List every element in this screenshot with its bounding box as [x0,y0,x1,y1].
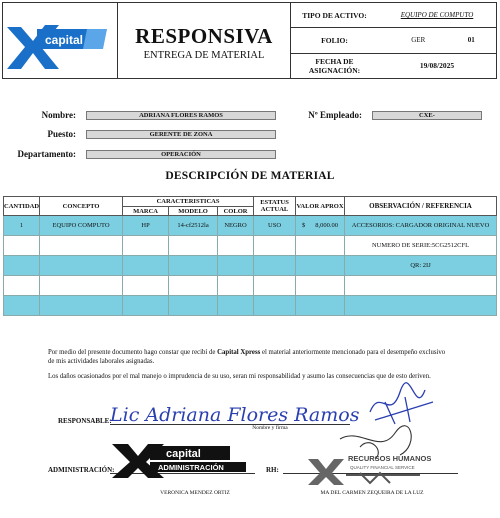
table-row [4,276,497,296]
tipo-value: EQUIPO DE COMPUTO [400,11,474,20]
cell-marca: HP [123,216,169,236]
header-observacion: OBSERVACIÓN / REFERENCIA [345,197,497,216]
rh-stamp [300,425,450,487]
empleado-field: CXE- [372,111,482,120]
header-cantidad: CANTIDAD [4,197,40,216]
nombre-row [0,110,482,120]
table-row [4,256,497,276]
declaration-paragraph [48,348,448,366]
company-name: Capital Xpress [217,349,261,356]
valor-amount: 8,000.00 [315,222,339,229]
header-color: COLOR [218,207,254,216]
admin-name: VERONICA MENDEZ ORTIZ [160,490,230,496]
cell-observacion: NUMERO DE SERIE:5CG2512CFL [345,236,497,256]
material-table [3,196,497,316]
puesto-row [0,129,276,139]
folio-label: FOLIO: [321,35,348,45]
cell-estatus: USO [254,216,296,236]
stamp-rh-text: RECURSOS HUMANOS [348,454,432,463]
document-title: RESPONSIVA [135,24,273,48]
nombre-label: Nombre: [41,110,76,120]
title-block [118,3,291,78]
cell-observacion: QR: 2IJ [345,256,497,276]
folio-row [291,28,496,53]
capital-x-logo-icon [3,3,116,78]
folio-number: 01 [467,36,475,45]
admin-stamp [110,440,250,480]
cell-valor [296,216,345,236]
table-row [4,236,497,256]
nombre-field: ADRIANA FLORES RAMOS [86,111,276,120]
puesto-label: Puesto: [47,129,76,139]
cell-cantidad: 1 [4,216,40,236]
depto-label: Departamento: [17,149,76,159]
currency-symbol: $ [302,222,306,229]
tipo-row [291,3,496,28]
responsable-initials-signature [365,382,437,428]
cell-color: NEGRO [218,216,254,236]
administracion-label: ADMINISTRACIÓN: [48,466,115,474]
responsable-signature [108,395,368,427]
depto-row [0,149,276,159]
fecha-label: FECHA DE ASIGNACIÓN: [308,56,361,75]
header-concepto: CONCEPTO [40,197,123,216]
table-row [4,296,497,316]
document-subtitle: ENTREGA DE MATERIAL [143,50,265,61]
cell-modelo: 14-cf2512la [169,216,218,236]
stamp-rh-sub: QUALITY FINANCIAL SERVICE [350,465,415,470]
header-valor: VALOR APROX [296,197,345,216]
folio-prefix: GER [411,36,426,45]
header-modelo: MODELO [169,207,218,216]
folio-value [378,36,496,44]
puesto-field: GERENTE DE ZONA [86,130,276,139]
logo-text: capital [45,33,84,47]
company-logo [3,3,118,78]
header-caracteristicas: CARACTERISTICAS [123,197,254,207]
empleado-label: Nº Empleado: [308,110,362,120]
cell-observacion: ACCESORIOS: CARGADOR ORIGINAL NUEVO [345,216,497,236]
header-meta [291,3,496,78]
fecha-value: 19/08/2025 [419,61,455,71]
document-header [2,2,497,79]
depto-field: OPERACIÓN [86,150,276,159]
responsable-signature-text: Lic Adriana Flores Ramos [110,404,360,426]
section-title: DESCRIPCIÓN DE MATERIAL [165,170,335,182]
rh-label: RH: [266,466,279,474]
declaration-text-c: el material anteriormente mencionado para el desempeño exclusivo de mis actividades laborales asignadas. [48,349,446,365]
tipo-label: TIPO DE ACTIVO: [302,10,367,20]
cell-concepto: EQUIPO COMPUTO [40,216,123,236]
header-marca: MARCA [123,207,169,216]
stamp-admin-sub: ADMINISTRACIÓN [158,463,224,472]
header-estatus: ESTATUS ACTUAL [254,197,296,216]
declaration-text-a: Por medio del presente documento hago constar que recibí de [48,349,218,356]
nombre-firma-caption: Nombre y firma [252,425,288,431]
fecha-row [291,54,496,78]
rh-name: MA DEL CARMEN ZEQUEIRA DE LA LUZ [320,490,424,496]
liability-paragraph: Los daños ocasionados por el mal manejo o imprudencia de su uso, seran mi responsabilidad y asumo las consecuencias que de esto deriven. [48,373,431,380]
responsable-label: RESPONSABLE: [58,417,112,425]
table-row [4,216,497,236]
stamp-admin-text: capital [166,448,201,460]
